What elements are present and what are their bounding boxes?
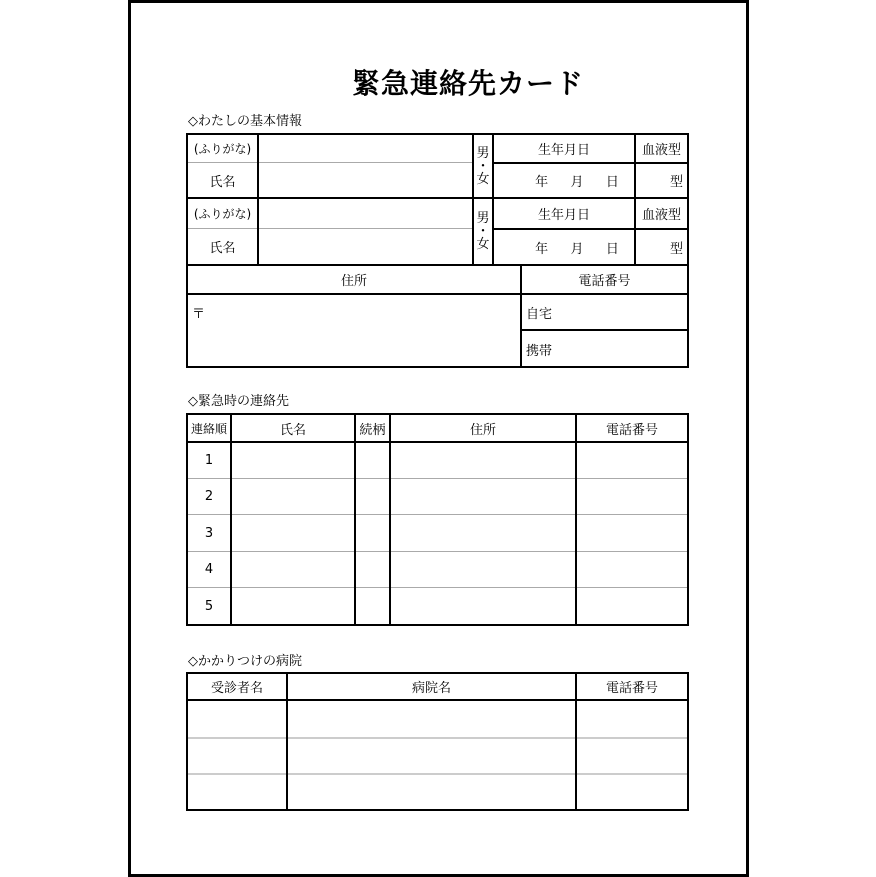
header-order: 連絡順: [190, 421, 227, 436]
section-hospital: ◇かかりつけの病院: [188, 654, 302, 669]
section-basic-info: ◇わたしの基本情報: [188, 114, 302, 129]
month-label: 月: [570, 241, 584, 257]
birthday-label: 生年月日: [537, 208, 590, 223]
header-hospital: 病院名: [411, 681, 451, 696]
month-label: 月: [570, 175, 584, 190]
row-number: 1: [204, 453, 214, 468]
gender-male[interactable]: 男: [476, 145, 490, 161]
name-input[interactable]: [259, 163, 472, 197]
postal-mark-icon: 〒: [192, 306, 206, 322]
birthday-input[interactable]: [494, 164, 634, 197]
home-phone-input[interactable]: 自宅: [526, 306, 553, 322]
phone-column-inputs[interactable]: [577, 443, 687, 624]
gender-female[interactable]: 女: [476, 237, 490, 252]
name-label: 氏名: [209, 241, 236, 256]
birthday-label: 生年月日: [537, 143, 590, 158]
furigana-input[interactable]: [259, 135, 472, 162]
row-number: 5: [204, 598, 214, 614]
row-number: 2: [204, 489, 214, 504]
header-relation: 続柄: [359, 422, 386, 438]
address-header: 住所: [340, 274, 367, 289]
day-label: 日: [605, 241, 619, 257]
header-phone: 電話番号: [605, 422, 658, 438]
name-input[interactable]: [259, 229, 472, 264]
row-number: 3: [204, 525, 214, 541]
gender-select[interactable]: [474, 199, 492, 264]
birthday-input[interactable]: [494, 230, 634, 264]
patient-column-inputs[interactable]: [188, 701, 286, 809]
furigana-input[interactable]: [259, 199, 472, 228]
blood-type-label: 血液型: [641, 208, 681, 223]
year-label: 年: [535, 175, 549, 190]
header-name: 氏名: [279, 422, 306, 438]
row-number: 4: [204, 562, 214, 577]
address-input[interactable]: [188, 295, 520, 329]
relation-column-inputs[interactable]: [356, 443, 389, 624]
phone-column-inputs[interactable]: [577, 701, 687, 809]
furigana-label: (ふりがな): [193, 207, 252, 221]
day-label: 日: [605, 175, 619, 190]
address-column-inputs[interactable]: [391, 443, 575, 624]
gender-female[interactable]: 女: [476, 171, 490, 187]
name-label: 氏名: [209, 174, 236, 190]
section-emergency: ◇緊急時の連絡先: [188, 394, 289, 409]
gender-separator: ・: [476, 158, 490, 174]
header-address: 住所: [469, 422, 496, 438]
header-phone: 電話番号: [605, 681, 658, 696]
year-label: 年: [535, 241, 549, 257]
page-title: 緊急連絡先カード: [351, 67, 584, 100]
blood-type-label: 血液型: [641, 143, 681, 158]
blood-type-input[interactable]: 型: [669, 241, 683, 257]
gender-male[interactable]: 男: [476, 211, 490, 226]
gender-select[interactable]: [474, 135, 492, 197]
hospital-column-inputs[interactable]: [288, 701, 575, 809]
phone-header: 電話番号: [578, 274, 631, 289]
furigana-label: (ふりがな): [193, 142, 252, 156]
mobile-phone-input[interactable]: 携帯: [526, 343, 553, 359]
gender-separator: ・: [476, 224, 490, 239]
blood-type-input[interactable]: 型: [669, 175, 683, 190]
header-patient: 受診者名: [210, 681, 263, 696]
name-column-inputs[interactable]: [232, 443, 354, 624]
